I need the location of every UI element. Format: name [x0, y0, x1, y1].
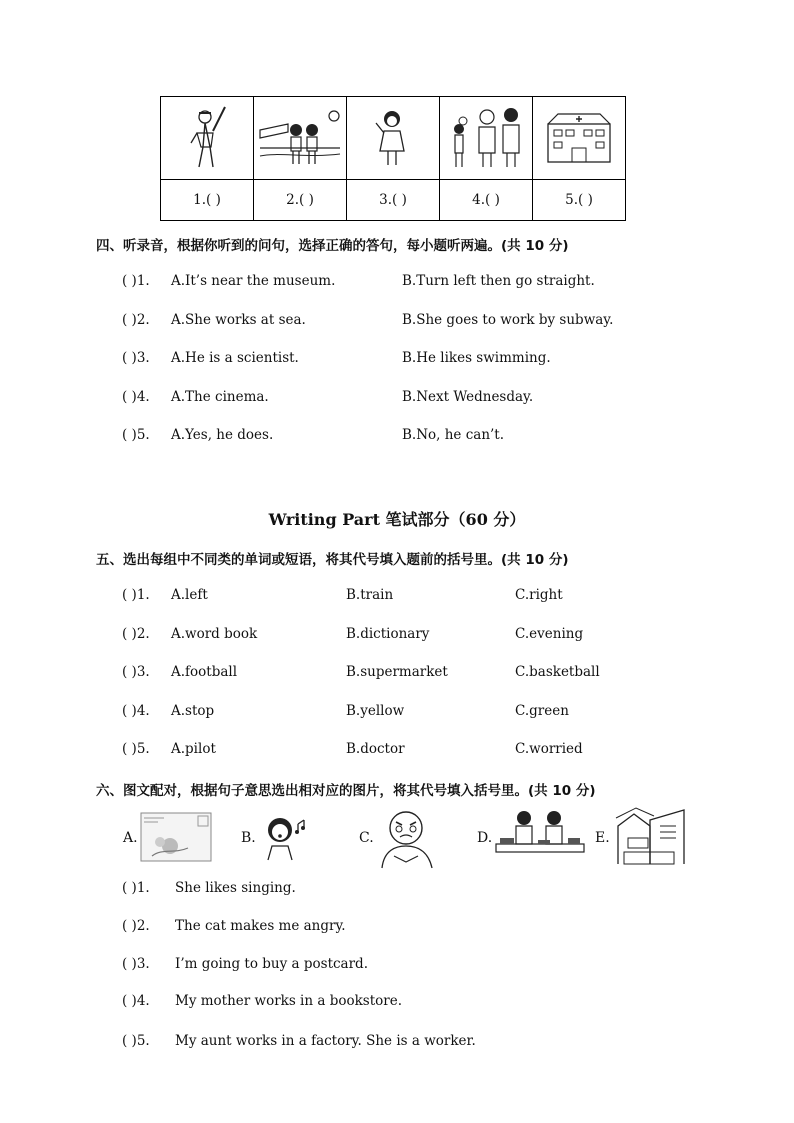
answer-bracket-4-5[interactable]: ( )5. — [122, 427, 150, 443]
option-4-4-b: B.Next Wednesday. — [402, 389, 534, 405]
girl-waving-icon — [368, 103, 418, 173]
picture-cell-1 — [161, 97, 254, 180]
angry-man-icon — [376, 806, 438, 870]
picture-cell-2 — [254, 97, 347, 180]
option-5-4-c: C.green — [515, 703, 569, 719]
option-5-3-b: B.supermarket — [346, 664, 448, 680]
answer-bracket-5-4[interactable]: ( )4. — [122, 703, 150, 719]
factory-building-icon — [614, 806, 686, 866]
sentence-6-1: She likes singing. — [175, 880, 296, 896]
picture-option-a-label: A. — [123, 830, 138, 846]
option-4-1-a: A.It’s near the museum. — [171, 273, 336, 289]
picture-cell-5 — [533, 97, 626, 180]
girl-singing-icon — [258, 810, 314, 862]
answer-bracket-5-2[interactable]: ( )2. — [122, 626, 150, 642]
option-4-4-a: A.The cinema. — [171, 389, 269, 405]
writing-part-title: Writing Part 笔试部分（60 分） — [268, 510, 526, 529]
kids-at-great-wall-icon — [258, 108, 342, 168]
answer-bracket-5-3[interactable]: ( )3. — [122, 664, 150, 680]
picture-option-c-label: C. — [359, 830, 374, 846]
answer-bracket-5-1[interactable]: ( )1. — [122, 587, 150, 603]
picture-label-1[interactable]: 1.( ) — [161, 180, 254, 221]
picture-label-4[interactable]: 4.( ) — [440, 180, 533, 221]
option-4-1-b: B.Turn left then go straight. — [402, 273, 595, 289]
section6-title: 六、图文配对，根据句子意思选出相对应的图片，将其代号填入括号里。(共 10 分) — [96, 783, 596, 799]
option-5-2-b: B.dictionary — [346, 626, 430, 642]
picture-table — [160, 96, 626, 221]
option-5-5-a: A.pilot — [171, 741, 216, 757]
picture-label-2[interactable]: 2.( ) — [254, 180, 347, 221]
sentence-6-3: I’m going to buy a postcard. — [175, 956, 368, 972]
option-5-1-a: A.left — [171, 587, 208, 603]
answer-bracket-6-5[interactable]: ( )5. — [122, 1033, 150, 1049]
sentence-6-4: My mother works in a bookstore. — [175, 993, 402, 1009]
sentence-6-2: The cat makes me angry. — [175, 918, 346, 934]
option-4-5-b: B.No, he can’t. — [402, 427, 505, 443]
answer-bracket-5-5[interactable]: ( )5. — [122, 741, 150, 757]
picture-label-5[interactable]: 5.( ) — [533, 180, 626, 221]
picture-cell-3 — [347, 97, 440, 180]
answer-bracket-4-2[interactable]: ( )2. — [122, 312, 150, 328]
option-5-1-b: B.train — [346, 587, 394, 603]
picture-option-b-label: B. — [241, 830, 256, 846]
option-5-3-a: A.football — [171, 664, 238, 680]
answer-bracket-4-3[interactable]: ( )3. — [122, 350, 150, 366]
picture-option-e-label: E. — [595, 830, 610, 846]
option-5-3-c: C.basketball — [515, 664, 600, 680]
answer-bracket-4-4[interactable]: ( )4. — [122, 389, 150, 405]
postcard-icon — [140, 812, 212, 862]
section5-title: 五、选出每组中不同类的单词或短语，将其代号填入题前的括号里。(共 10 分) — [96, 552, 569, 568]
option-5-4-b: B.yellow — [346, 703, 405, 719]
answer-bracket-6-2[interactable]: ( )2. — [122, 918, 150, 934]
option-5-5-c: C.worried — [515, 741, 583, 757]
option-5-2-a: A.word book — [171, 626, 258, 642]
option-4-3-b: B.He likes swimming. — [402, 350, 551, 366]
answer-bracket-6-4[interactable]: ( )4. — [122, 993, 150, 1009]
family-with-flowers-icon — [443, 103, 529, 173]
man-with-bat-icon — [177, 103, 237, 173]
hospital-building-icon — [544, 110, 614, 166]
option-5-2-c: C.evening — [515, 626, 584, 642]
section4-title: 四、听录音，根据你听到的问句，选择正确的答句，每小题听两遍。(共 10 分) — [96, 238, 569, 254]
option-4-2-b: B.She goes to work by subway. — [402, 312, 614, 328]
option-4-2-a: A.She works at sea. — [171, 312, 306, 328]
answer-bracket-6-3[interactable]: ( )3. — [122, 956, 150, 972]
bookstore-counter-icon — [494, 808, 586, 862]
option-5-1-c: C.right — [515, 587, 563, 603]
option-4-5-a: A.Yes, he does. — [171, 427, 274, 443]
picture-label-3[interactable]: 3.( ) — [347, 180, 440, 221]
sentence-6-5: My aunt works in a factory. She is a worker. — [175, 1033, 476, 1049]
option-5-4-a: A.stop — [171, 703, 215, 719]
answer-bracket-6-1[interactable]: ( )1. — [122, 880, 150, 896]
picture-option-d-label: D. — [477, 830, 493, 846]
option-5-5-b: B.doctor — [346, 741, 405, 757]
answer-bracket-4-1[interactable]: ( )1. — [122, 273, 150, 289]
option-4-3-a: A.He is a scientist. — [171, 350, 299, 366]
picture-cell-4 — [440, 97, 533, 180]
